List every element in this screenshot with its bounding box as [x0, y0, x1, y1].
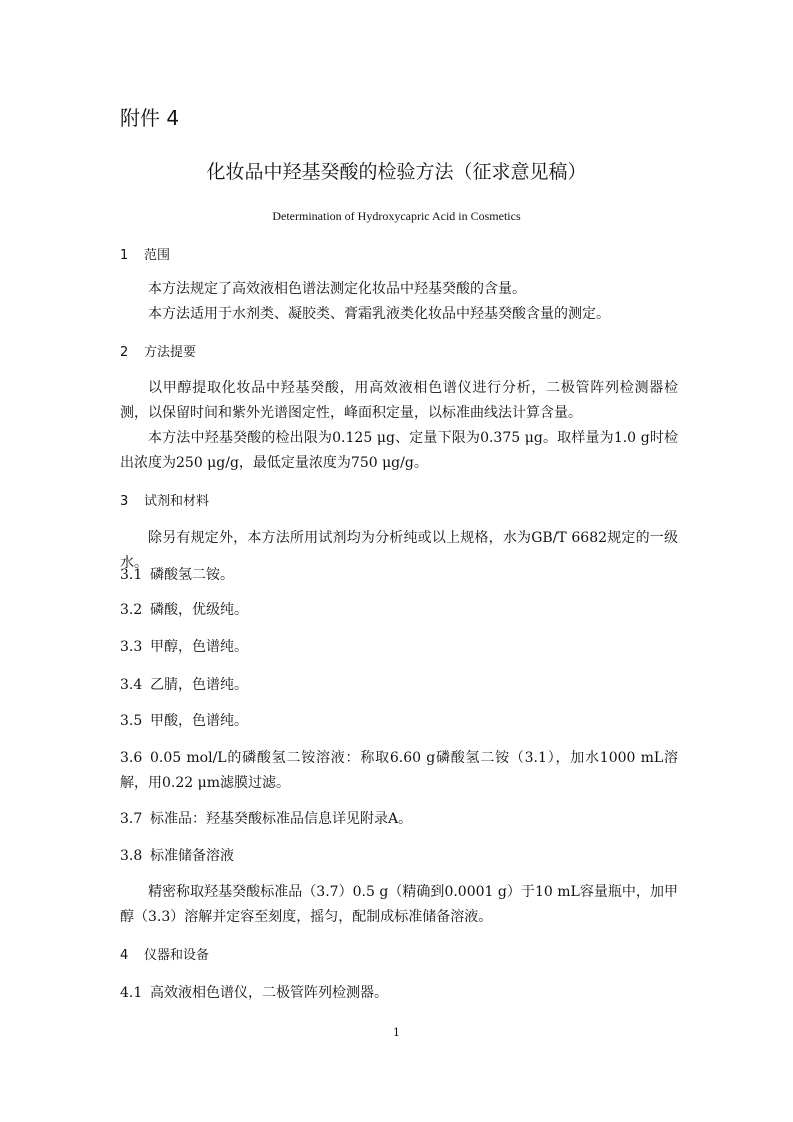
section-number: 4 [120, 948, 129, 963]
item-3-4: 3.4 乙腈，色谱纯。 [120, 677, 248, 693]
section-2-heading [120, 340, 678, 365]
section-3-heading [120, 489, 678, 514]
page-number: 1 [393, 1026, 400, 1039]
item-3-6: 3.6 0.05 mol/L的磷酸氢二铵溶液：称取6.60 g磷酸氢二铵（3.1），加水1000 mL溶解，用0.22 μm滤膜过滤。 [120, 750, 678, 791]
section-title: 仪器和设备 [144, 948, 210, 963]
paragraph: 精密称取羟基癸酸标准品（3.7）0.5 g（精确到0.0001 g）于10 mL容量瓶中，加甲醇（3.3）溶解并定容至刻度，摇匀，配制成标准储备溶液。 [120, 884, 678, 925]
section-title: 方法提要 [144, 345, 197, 360]
item-4-1: 4.1 高效液相色谱仪，二极管阵列检测器。 [120, 985, 388, 1001]
section-4-heading [120, 943, 678, 968]
paragraph: 以甲醇提取化妆品中羟基癸酸，用高效液相色谱仪进行分析，二极管阵列检测器检测，以保留时间和紫外光谱图定性，峰面积定量，以标准曲线法计算含量。 [120, 380, 678, 421]
item-3-3: 3.3 甲醇，色谱纯。 [120, 639, 248, 655]
paragraph: 除另有规定外，本方法所用试剂均为分析纯或以上规格，水为GB/T 6682规定的一级水。 [120, 530, 678, 571]
item-3-8: 3.8 标准储备溶液 [120, 848, 234, 864]
english-subtitle: Determination of Hydroxycapric Acid in Cosmetics [272, 209, 521, 223]
section-number: 2 [120, 345, 129, 360]
section-number: 3 [120, 494, 129, 509]
item-3-5: 3.5 甲酸，色谱纯。 [120, 713, 248, 729]
section-1-heading [120, 243, 678, 268]
section-number: 1 [120, 248, 129, 263]
item-3-1: 3.1 磷酸氢二铵。 [120, 567, 234, 583]
paragraph: 本方法适用于水剂类、凝胶类、膏霜乳液类化妆品中羟基癸酸含量的测定。 [148, 306, 610, 322]
section-title: 范围 [144, 248, 171, 263]
section-title: 试剂和材料 [144, 494, 210, 509]
item-3-7: 3.7 标准品：羟基癸酸标准品信息详见附录A。 [120, 811, 413, 827]
item-3-2: 3.2 磷酸，优级纯。 [120, 602, 248, 618]
document-title: 化妆品中羟基癸酸的检验方法（征求意见稿） [206, 161, 587, 183]
paragraph: 本方法中羟基癸酸的检出限为0.125 μg、定量下限为0.375 μg。取样量为1.0 g时检出浓度为250 μg/g，最低定量浓度为750 μg/g。 [120, 430, 678, 471]
paragraph: 本方法规定了高效液相色谱法测定化妆品中羟基癸酸的含量。 [148, 281, 526, 297]
attachment-label: 附件 4 [120, 106, 180, 130]
